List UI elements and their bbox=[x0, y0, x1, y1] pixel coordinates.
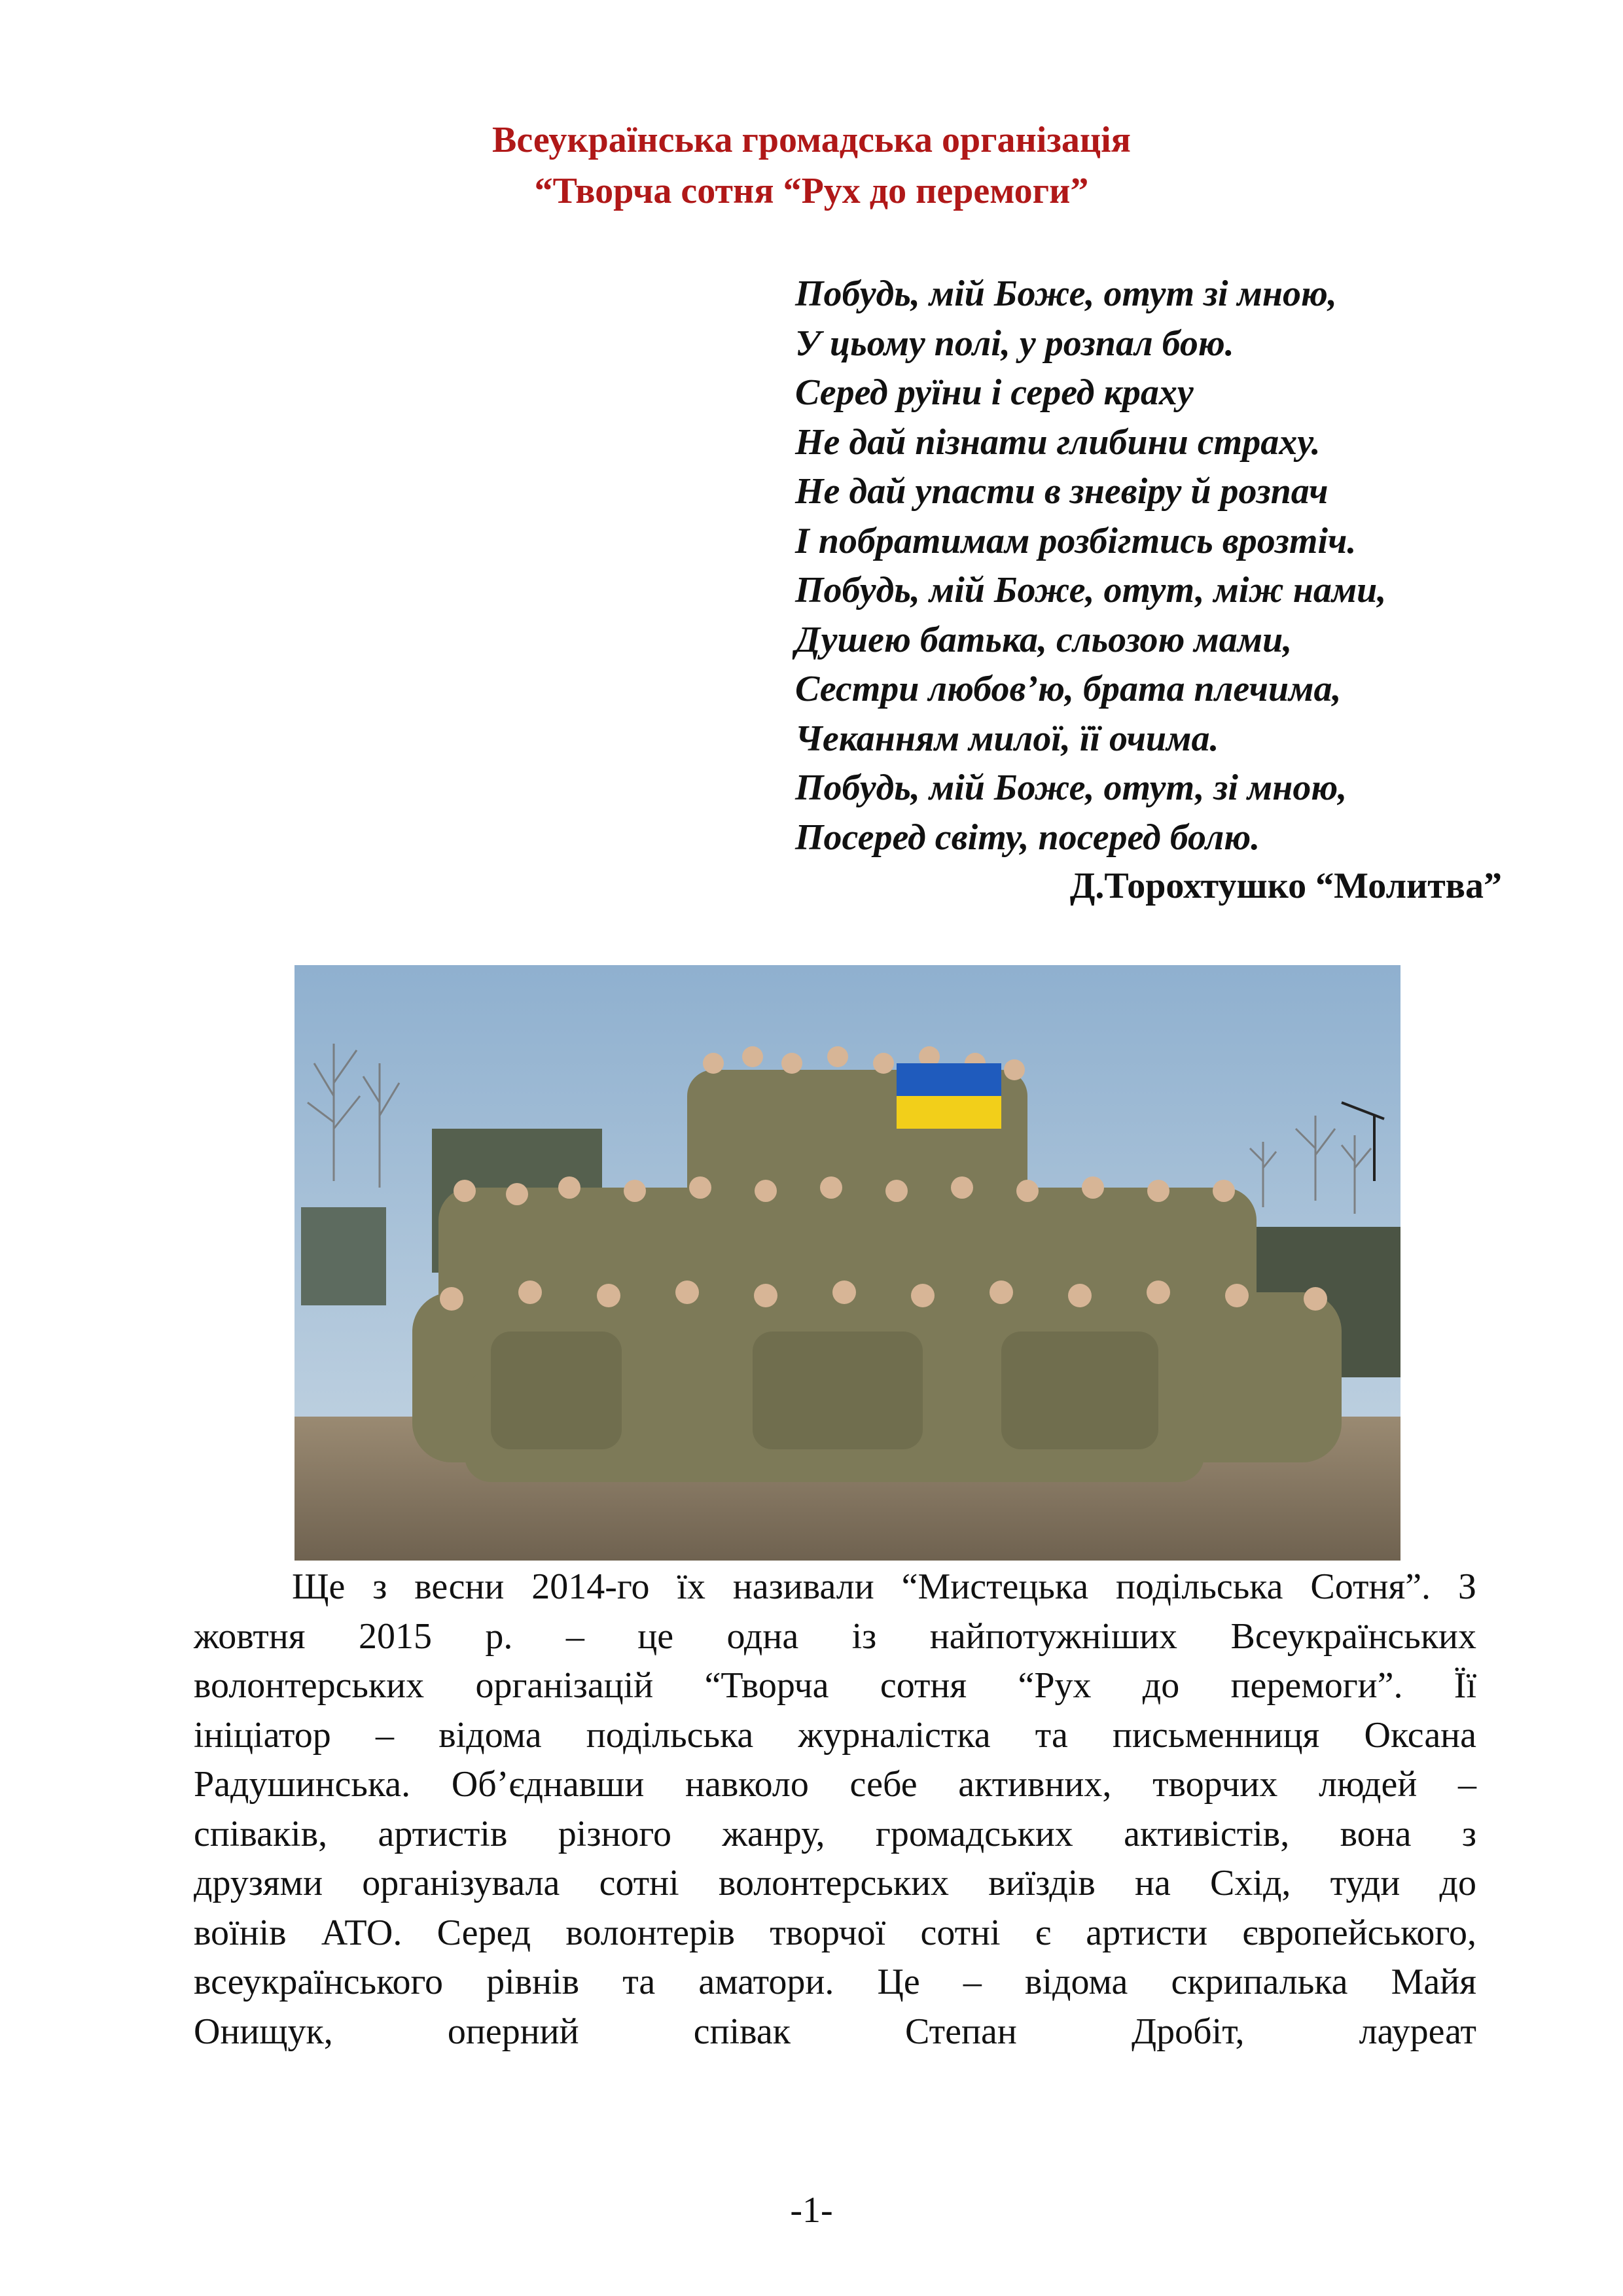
poem-line: Посеред світу, посеред болю. bbox=[795, 817, 1260, 858]
poem-line: Побудь, мій Боже, отут зі мною, bbox=[795, 274, 1337, 314]
body-line: Радушинська. Об’єднавши навколо себе активних, творчих людей – bbox=[194, 1764, 1476, 1805]
header-line-1: Всеукраїнська громадська організація bbox=[492, 120, 1131, 160]
poem-line: Не дай пізнати глибини страху. bbox=[795, 421, 1321, 463]
poem-epigraph bbox=[795, 270, 1528, 862]
poem-line: Чеканням милої, її очима. bbox=[795, 718, 1219, 759]
body-line: всеукраїнського рівнів та аматори. Це – відома скрипалька Майя bbox=[194, 1962, 1476, 2002]
body-line: співаків, артистів різного жанру, громадських активістів, вона з bbox=[194, 1813, 1476, 1854]
document-header bbox=[196, 115, 1427, 217]
body-line: Онищук, оперний співак Степан Дробіт, лауреат bbox=[194, 2011, 1476, 2052]
group-photo-image bbox=[294, 965, 1400, 1561]
poem-line: Побудь, мій Боже, отут, зі мною, bbox=[795, 768, 1347, 808]
body-line: Ще з весни 2014-го їх називали “Мистецька подільська Сотня”. З bbox=[292, 1566, 1476, 1607]
body-line: ініціатор – відома подільська журналістка та письменниця Оксана bbox=[194, 1714, 1476, 1756]
poem-line: Побудь, мій Боже, отут, між нами, bbox=[795, 570, 1387, 610]
poem-line: І побратимам розбігтись врозтіч. bbox=[795, 520, 1357, 561]
body-line: друзями організувала сотні волонтерських виїздів на Схід, туди до bbox=[194, 1863, 1476, 1903]
poem-line: Серед руїни і серед краху bbox=[795, 372, 1194, 413]
poem-line: Не дай упасти в зневіру й розпач bbox=[795, 471, 1329, 512]
page-number: -1- bbox=[790, 2190, 833, 2231]
body-line: воїнів АТО. Серед волонтерів творчої сотні є артисти європейського, bbox=[194, 1912, 1476, 1953]
poem-attribution: Д.Торохтушко “Молитва” bbox=[1069, 866, 1502, 906]
header-line-2: “Творча сотня “Рух до перемоги” bbox=[534, 171, 1089, 211]
poem-line: Душею батька, сльозою мами, bbox=[795, 619, 1293, 660]
body-line: жовтня 2015 р. – це одна із найпотужніших Всеукраїнських bbox=[194, 1616, 1476, 1657]
body-paragraph bbox=[194, 1563, 1476, 2057]
poem-line: У цьому полі, у розпал бою. bbox=[795, 323, 1234, 364]
poem-line: Сестри любов’ю, брата плечима, bbox=[795, 669, 1342, 709]
body-line: волонтерських організацій “Творча сотня “Рух до перемоги”. Її bbox=[194, 1665, 1476, 1706]
